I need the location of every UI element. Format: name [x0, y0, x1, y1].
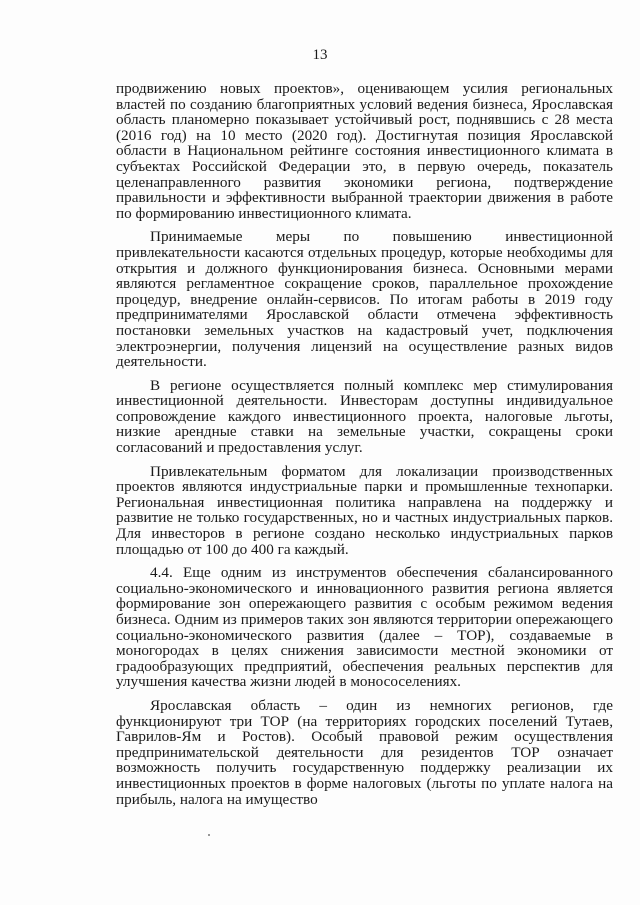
paragraph-industrial-parks: Привлекательным форматом для локализации производственных проектов являются индустриальные парки и промышленные технопарки. Региональная инвестиционная политика направлена на поддержку и развитие не только государственных, но и частных индустриальных парков. Для инвесторов в регионе создано несколько индустриальных парков площадью от 100 до 400 га каждый. [116, 462, 613, 558]
paragraph-tor-regions: Ярославская область – один из немногих регионов, где функционируют три ТОР (на территориях городских поселений Тутаев, Гаврилов-Ям и Ростов). Особый правовой режим осуществления предпринимательской деятельности для резидентов ТОР означает возможность получить государственную поддержку реализации их инвестиционных проектов в форме налоговых (льготы по уплате налога на прибыль, налога на имущество [116, 696, 613, 808]
scan-speck [208, 834, 210, 836]
paragraph-support-measures: В регионе осуществляется полный комплекс мер стимулирования инвестиционной деятельности. Инвесторам доступны индивидуальное сопровождение каждого инвестиционного проекта, налоговые льготы, низкие арендные ставки на земельные участки, сокращены сроки согласований и предоставления услуг. [116, 376, 613, 457]
page-number: 13 [312, 47, 328, 63]
paragraph-advanced-development-zones: 4.4. Еще одним из инструментов обеспечения сбалансированного социально-экономического и инновационного развития региона является формирование зон опережающего развития с особым режимом ведения бизнеса. Одним из примеров таких зон являются территории опережающего социально-экономического развития (далее – ТОР), создаваемые в моногородах в целях снижения зависимости местной экономики от градообразующих предприятий, обеспечения реальных перспектив для улучшения качества жизни людей в монососелениях. [116, 564, 613, 691]
paragraph-investment-measures: Принимаемые меры по повышению инвестиционной привлекательности касаются отдельных процедур, которые необходимы для открытия и должного функционирования бизнеса. Основными мерами являются регламентное сокращение сроков, параллельное прохождение процедур, внедрение онлайн-сервисов. По итогам работы в 2019 году предпринимателями Ярославской области отмечена эффективность постановки земельных участков на кадастровый учет, подключения электроэнергии, получения лицензий на осуществление разных видов деятельности. [116, 228, 613, 371]
document-body [116, 81, 613, 807]
paragraph-rating-growth: продвижению новых проектов», оценивающем усилия региональных властей по созданию благоприятных условий ведения бизнеса, Ярославская область планомерно показывает устойчивый рост, поднявшись с 28 места (2016 год) на 10 место (2020 год). Достигнутая позиция Ярославской области в Национальном рейтинге состояния инвестиционного климата в субъектах Российской Федерации это, в первую очередь, показатель целенаправленного развития экономики региона, подтверждение правильности и эффективности выбранной траектории движения в работе по формированию инвестиционного климата. [116, 80, 613, 222]
